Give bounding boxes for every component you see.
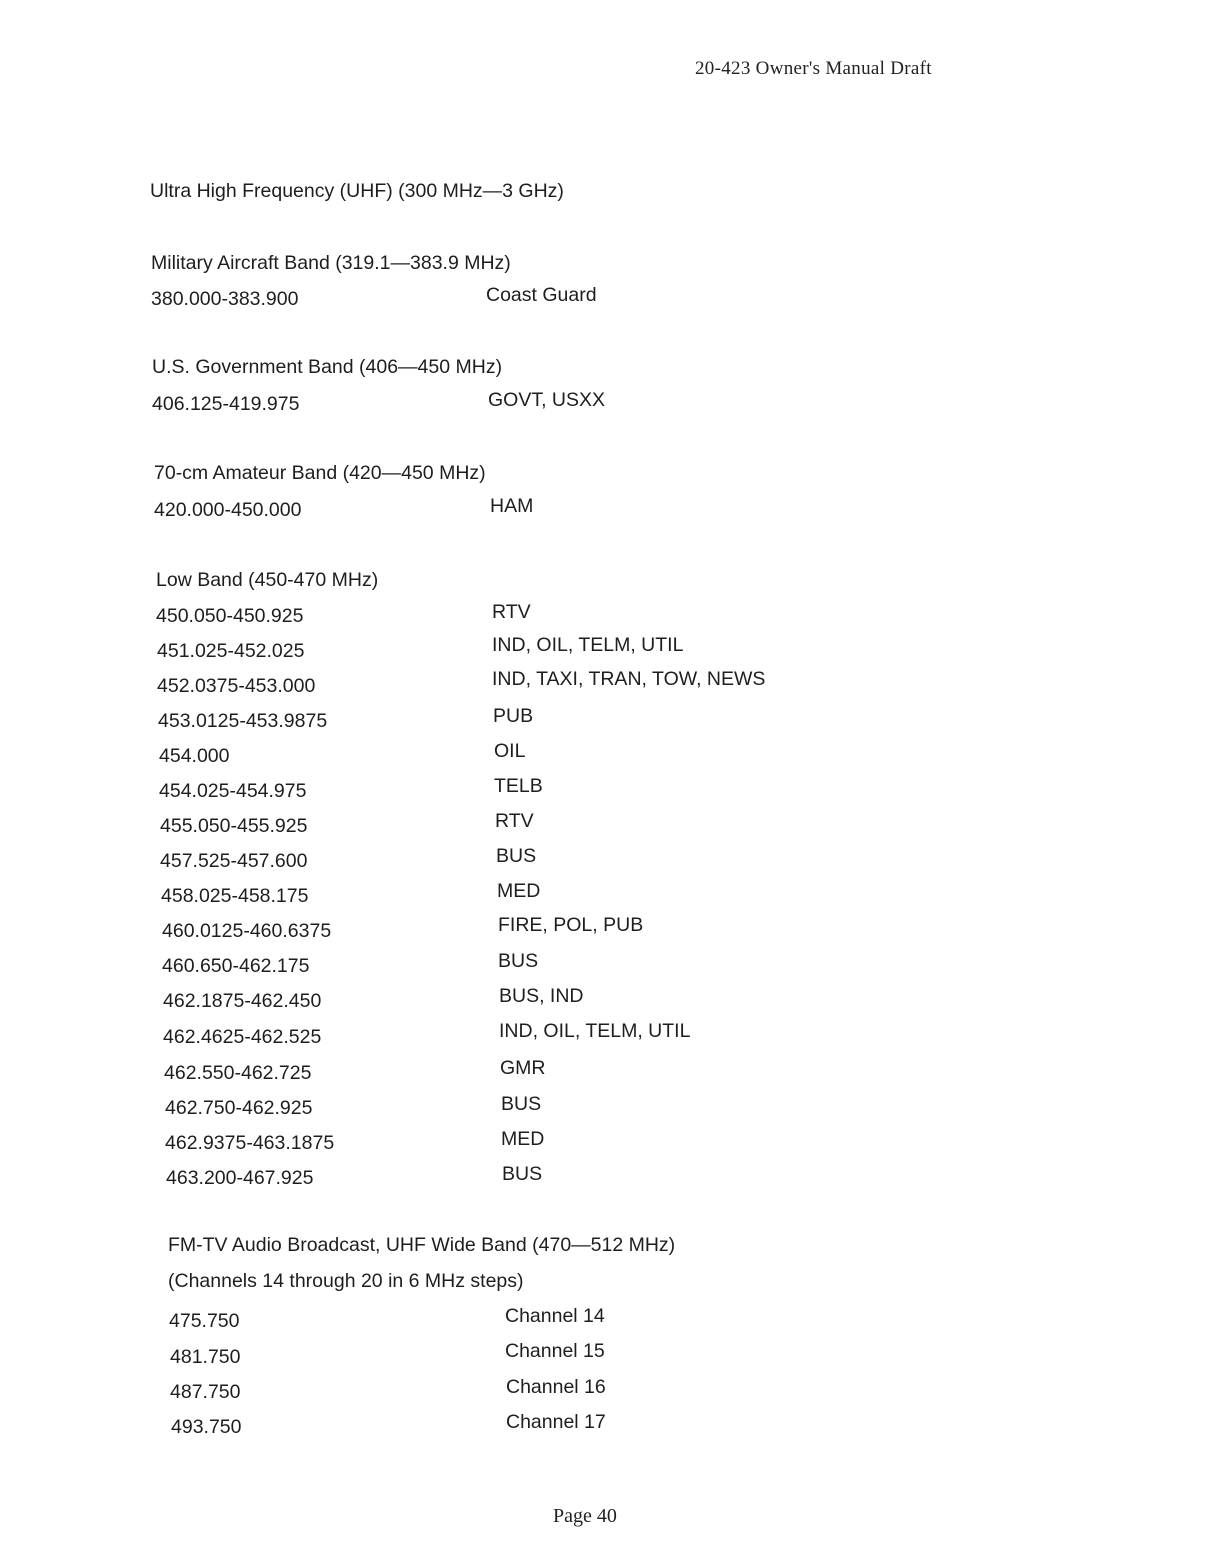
band-heading-fm-tv-audio: FM-TV Audio Broadcast, UHF Wide Band (470—512 MHz) <box>168 1234 676 1256</box>
band-heading-low-band: Low Band (450-470 MHz) <box>156 569 379 591</box>
service-label: GMR <box>500 1057 546 1079</box>
service-label: BUS, IND <box>499 985 584 1007</box>
service-label: RTV <box>495 810 534 832</box>
channel-label: Channel 15 <box>505 1340 605 1362</box>
service-label: BUS <box>501 1093 542 1115</box>
freq-range: 453.0125-453.9875 <box>158 710 328 732</box>
service-label: IND, OIL, TELM, UTIL <box>499 1020 691 1042</box>
freq-range: 462.4625-462.525 <box>163 1026 322 1048</box>
freq-range: 460.650-462.175 <box>162 955 310 977</box>
channel-label: Channel 16 <box>506 1376 606 1398</box>
service-label: RTV <box>492 601 531 623</box>
freq-range: 462.9375-463.1875 <box>165 1132 335 1154</box>
service-label: TELB <box>494 775 543 797</box>
freq-range: 380.000-383.900 <box>151 288 299 310</box>
freq-range: 454.000 <box>159 745 230 767</box>
band-heading-military-aircraft: Military Aircraft Band (319.1—383.9 MHz) <box>151 252 511 274</box>
band-subheading-channels: (Channels 14 through 20 in 6 MHz steps) <box>168 1270 524 1292</box>
freq-range: 460.0125-460.6375 <box>162 920 332 942</box>
freq-range: 455.050-455.925 <box>160 815 308 837</box>
section-title: Ultra High Frequency (UHF) (300 MHz—3 GHz) <box>150 180 564 202</box>
service-label: PUB <box>493 705 534 727</box>
service-label: OIL <box>494 740 526 762</box>
freq-range: 462.550-462.725 <box>164 1062 312 1084</box>
service-label: MED <box>497 880 541 902</box>
page-number: Page 40 <box>553 1505 617 1527</box>
freq-range: 463.200-467.925 <box>166 1167 314 1189</box>
service-label: IND, TAXI, TRAN, TOW, NEWS <box>492 668 766 690</box>
freq-value: 481.750 <box>170 1346 241 1368</box>
freq-range: 406.125-419.975 <box>152 393 300 415</box>
freq-range: 452.0375-453.000 <box>157 675 316 697</box>
service-label: GOVT, USXX <box>488 389 606 411</box>
freq-range: 451.025-452.025 <box>157 640 305 662</box>
freq-value: 487.750 <box>170 1381 241 1403</box>
freq-range: 462.1875-462.450 <box>163 990 322 1012</box>
band-heading-us-government: U.S. Government Band (406—450 MHz) <box>152 356 503 378</box>
page-header: 20-423 Owner's Manual Draft <box>695 58 932 79</box>
service-label: MED <box>501 1128 545 1150</box>
service-label: HAM <box>490 495 534 517</box>
freq-value: 475.750 <box>169 1310 240 1332</box>
service-label: IND, OIL, TELM, UTIL <box>492 634 684 656</box>
service-label: BUS <box>502 1163 543 1185</box>
freq-range: 458.025-458.175 <box>161 885 309 907</box>
freq-range: 454.025-454.975 <box>159 780 307 802</box>
freq-range: 450.050-450.925 <box>156 605 304 627</box>
service-label: Coast Guard <box>486 284 597 306</box>
freq-value: 493.750 <box>171 1416 242 1438</box>
freq-range: 457.525-457.600 <box>160 850 308 872</box>
service-label: FIRE, POL, PUB <box>498 914 644 936</box>
service-label: BUS <box>498 950 539 972</box>
channel-label: Channel 17 <box>506 1411 606 1433</box>
channel-label: Channel 14 <box>505 1305 605 1327</box>
service-label: BUS <box>496 845 537 867</box>
freq-range: 462.750-462.925 <box>165 1097 313 1119</box>
band-heading-70cm-amateur: 70-cm Amateur Band (420—450 MHz) <box>154 462 486 484</box>
freq-range: 420.000-450.000 <box>154 499 302 521</box>
